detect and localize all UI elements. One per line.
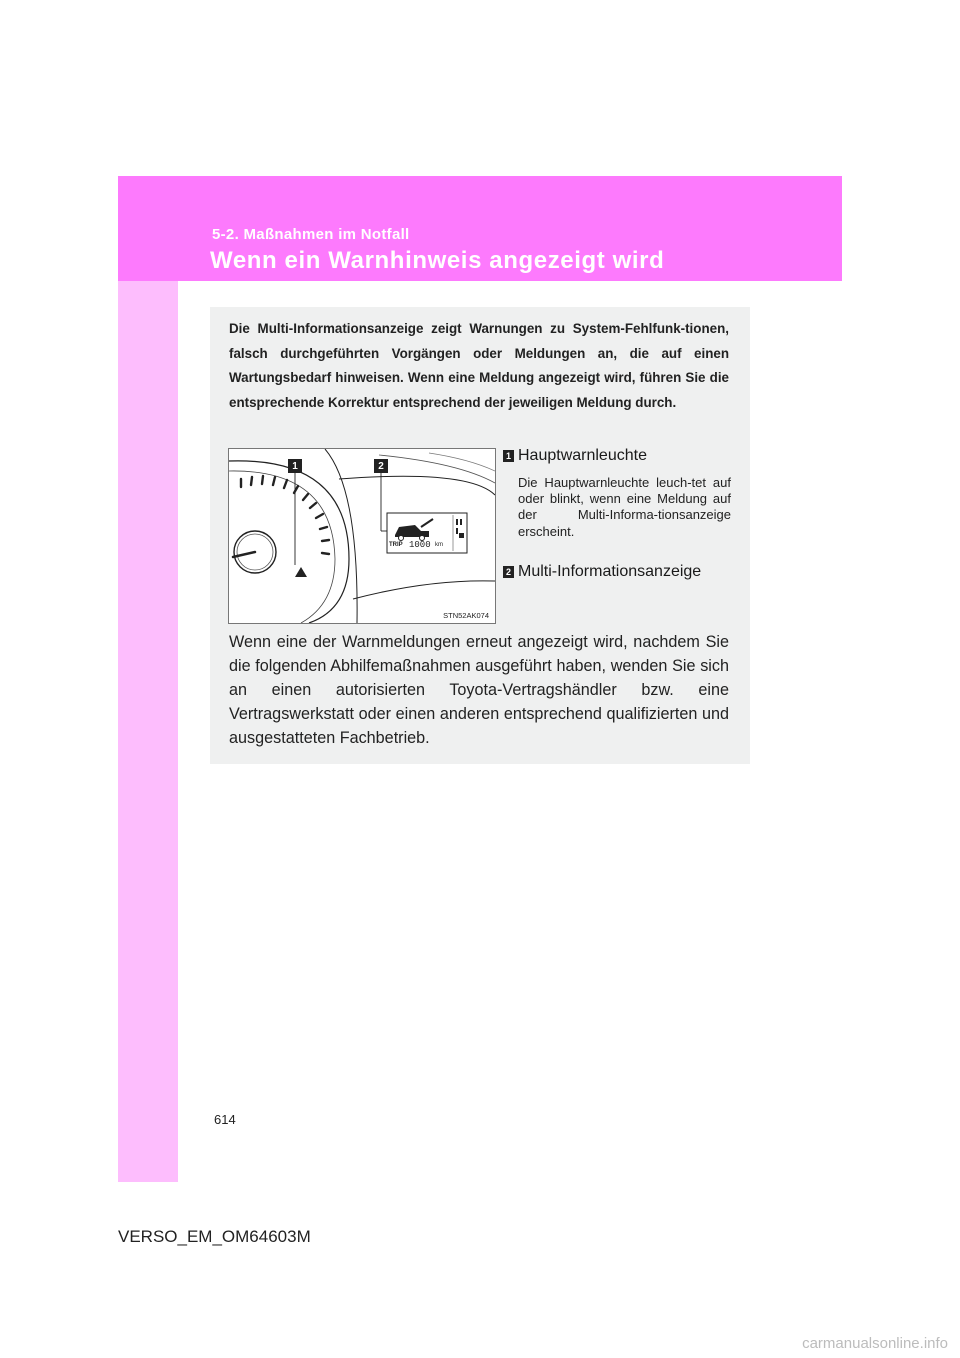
legend-number-badge: 2: [503, 566, 514, 578]
instrument-cluster-illustration: [229, 449, 495, 623]
document-code: VERSO_EM_OM64603M: [118, 1227, 311, 1246]
intro-paragraph: Die Multi-Informationsanzeige zeigt Warnungen zu System-Fehlfunk-tionen, falsch durchgeführten Vorgängen oder Meldungen an, die auf einen Wartungsbedarf hinweisen. Wenn eine Meldung angezeigt wird, führen Sie die entsprechende Korrektur entsprechend der jeweiligen Meldung durch.: [229, 321, 729, 410]
display-odometer-value: 1000: [409, 540, 431, 550]
watermark: carmanualsonline.info: [802, 1335, 948, 1352]
legend-number-badge: 1: [503, 450, 514, 462]
section-label: 5-2. Maßnahmen im Notfall: [212, 226, 410, 243]
page-number: 614: [214, 1112, 236, 1127]
figure-code: STN52AK074: [443, 611, 489, 620]
instrument-cluster-figure: [228, 448, 496, 624]
legend-description: Die Hauptwarnleuchte leuch-tet auf oder blinkt, wenn eine Meldung auf der Multi-Informa-tionsanzeige erscheint.: [518, 475, 731, 539]
page-title: Wenn ein Warnhinweis angezeigt wird: [210, 247, 665, 274]
legend-item-1: [503, 447, 731, 540]
body-paragraph: Wenn eine der Warnmeldungen erneut angezeigt wird, nachdem Sie die folgenden Abhilfemaßnahmen ausgeführt haben, wenden Sie sich an einen autorisierten Toyota-Vertragshändler bzw. eine Vertragswerkstatt oder einen anderen entsprechend qualifizierten und ausgestatteten Fachbetrieb.: [229, 633, 729, 747]
callout-badge-2: 2: [378, 461, 384, 472]
legend-title: Multi-Informationsanzeige: [518, 563, 702, 580]
callout-badge-1: 1: [292, 461, 298, 472]
legend-title: Hauptwarnleuchte: [518, 447, 647, 464]
display-trip-label: TRIP: [389, 542, 403, 548]
legend-item-2: [503, 563, 731, 581]
sidebar-stripe: [118, 176, 178, 1182]
display-unit-label: km: [435, 542, 443, 548]
